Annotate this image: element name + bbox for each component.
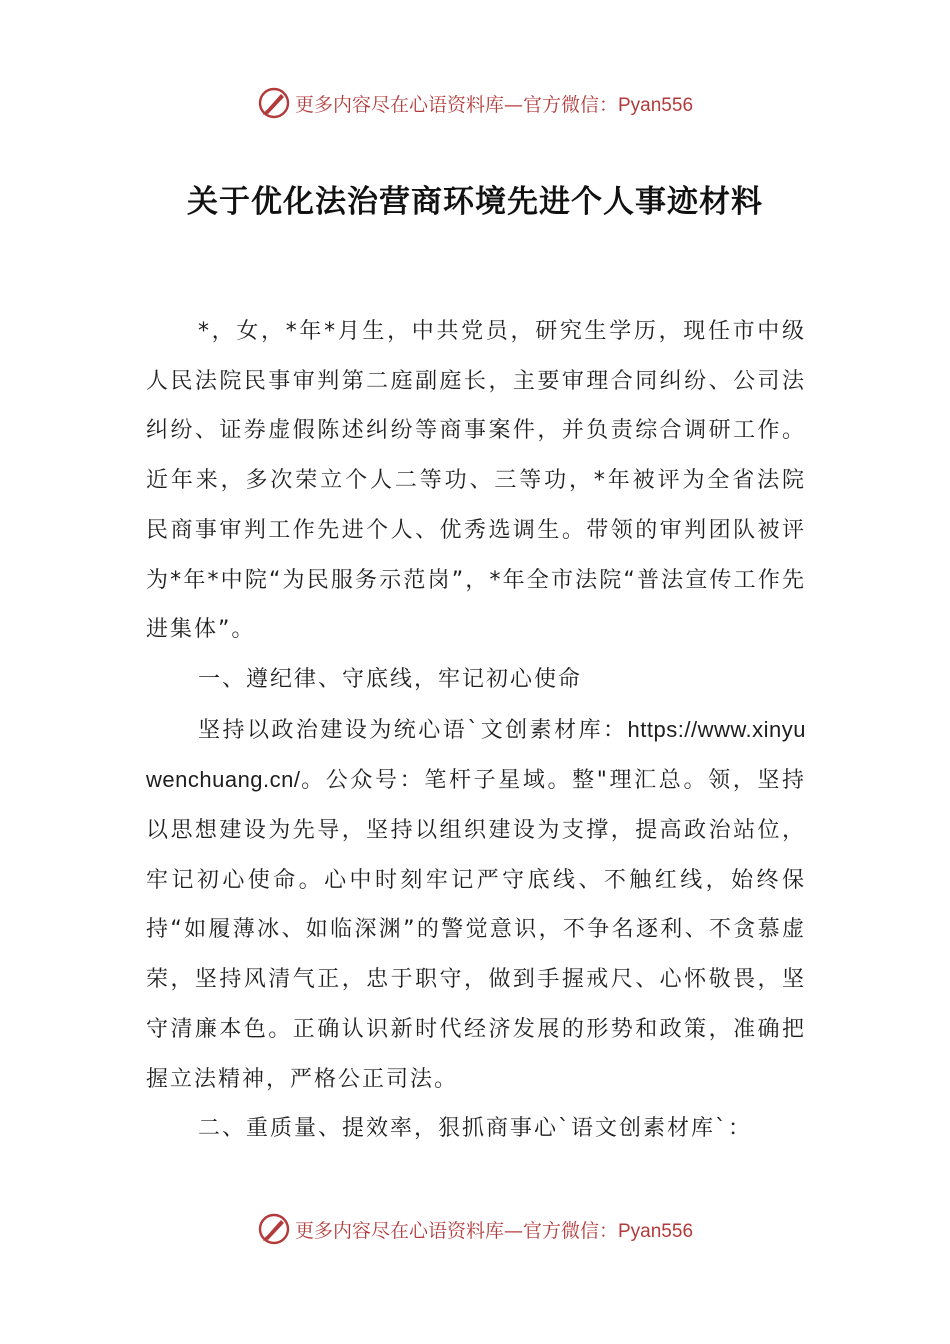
footer-watermark [0,1209,950,1249]
section-paragraph-1 [146,705,806,1105]
watermark-label: 更多内容尽在心语资料库—官方微信： [294,93,618,116]
section-heading-2: 二、重质量、提效率，狠抓商事心`语文创素材库`： [198,1116,753,1142]
document-body [146,307,806,1154]
document-title: 关于优化法治营商环境先进个人事迹材料 [187,184,763,220]
watermark-text [295,90,693,117]
pen-logo-icon [257,86,291,120]
intro-paragraph: *，女，*年*月生，中共党员，研究生学历，现任市中级人民法院民事审判第二庭副庭长，主要审理合同纠纷、公司法纠纷、证券虚假陈述纠纷等商事案件，并负责综合调研工作。近年来，多次荣立个人二等功、三等功，*年被评为全省法院民商事审判工作先进个人、优秀选调生。带领的审判团队被评为*年*中院“为民服务示范岗”，*年全市法院“普法宣传工作先进集体”。 [146,319,806,643]
section-heading-1: 一、遵纪律、守底线，牢记初心使命 [198,666,583,692]
website-link: https://www.xinyuwenchuang.cn/ [146,716,806,793]
paragraph-prefix: 坚持以政治建设为统心语`文创素材库： [198,717,628,743]
watermark-text [295,1216,693,1243]
watermark-label: 更多内容尽在心语资料库—官方微信： [294,1219,618,1242]
paragraph-rest: 。公众号：笔杆子星域。整"理汇总。领，坚持以思想建设为先导，坚持以组织建设为支撑，提高政治站位，牢记初心使命。心中时刻牢记严守底线、不触红线，始终保持“如履薄冰、如临深渊”的警觉意识，不争名逐利、不贪慕虚荣，坚持风清气正，忠于职守，做到手握戒尺、心怀敬畏，坚守清廉本色。正确认识新时代经济发展的形势和政策，准确把握立法精神，严格公正司法。 [146,768,806,1092]
pen-logo-icon [257,1212,291,1246]
wechat-id: Pyan556 [618,94,694,116]
header-watermark [0,83,950,123]
wechat-id: Pyan556 [618,1220,694,1242]
